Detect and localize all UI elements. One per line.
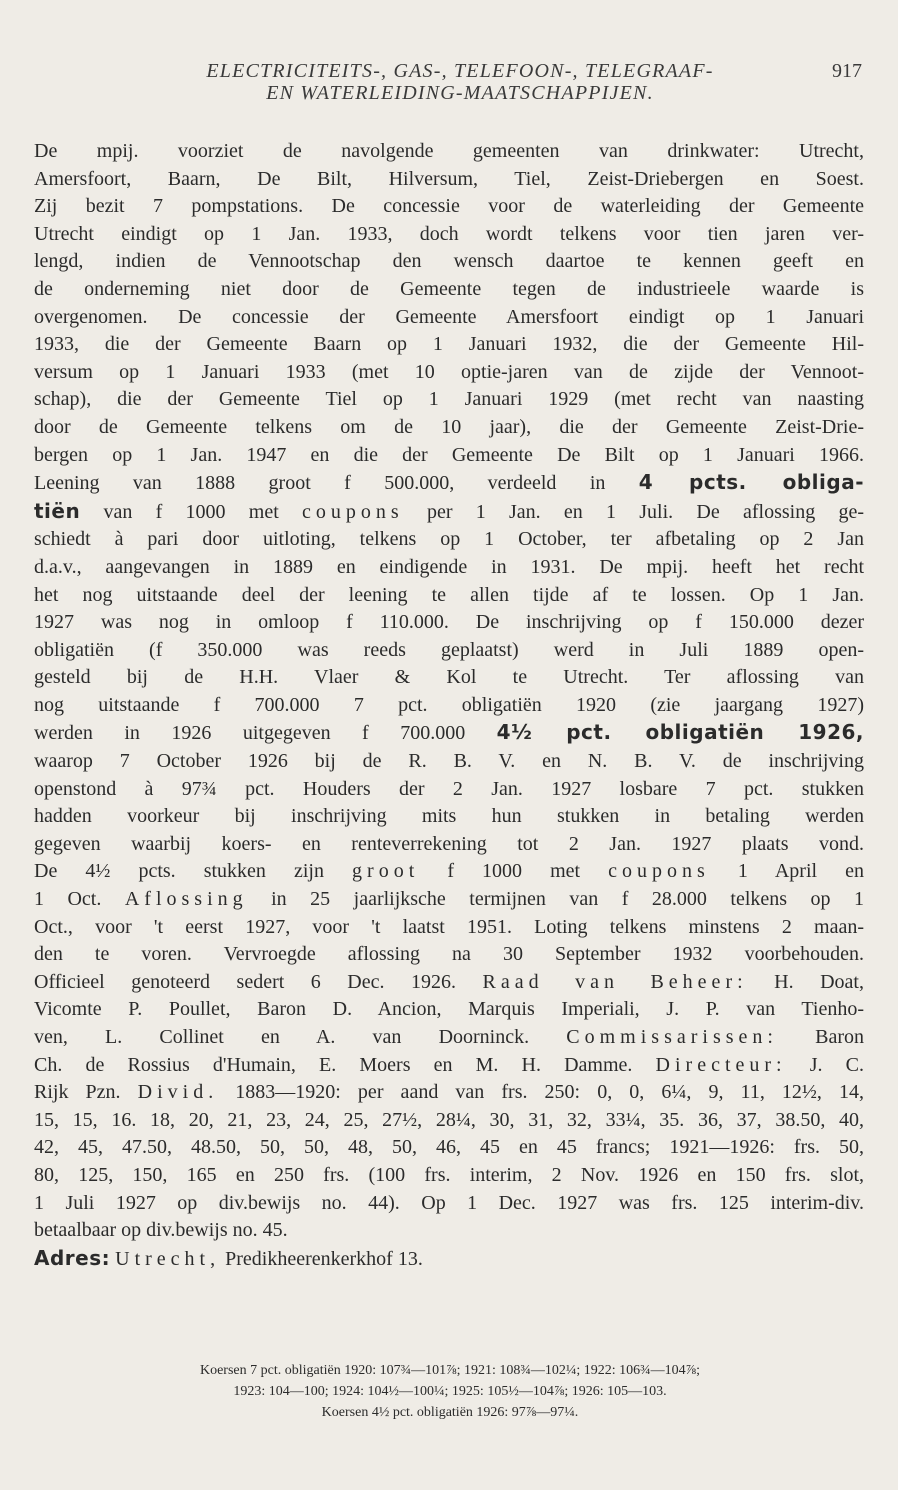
raad-line <box>34 969 864 997</box>
obligatien-1926-line <box>34 719 864 748</box>
adres-city: Utrecht, <box>115 1247 221 1270</box>
text-line: obligatiën (f 350.000 was reeds geplaatst) werd in Juli 1889 open- <box>34 638 864 661</box>
text-line: hadden voorkeur bij inschrijving mits hun stukken in betaling werden <box>34 805 864 828</box>
adres-line <box>34 1245 864 1274</box>
header-line-1: ELECTRICITEITS-, GAS-, TELEFOON-, TELEGRAAF- <box>206 60 714 82</box>
leening-line-1 <box>34 469 864 498</box>
text-line: Zij bezit 7 pompstations. De concessie voor de waterleiding der Gemeente <box>34 195 864 218</box>
spaced-term: Divid. <box>137 1081 219 1104</box>
text-line: Oct., voor 't eerst 1927, voor 't laatst 1951. Loting telkens minstens 2 maan- <box>34 915 864 938</box>
text-line: gegeven waarbij koers- en renteverrekening tot 2 Jan. 1927 plaats vond. <box>34 832 864 855</box>
running-header <box>60 60 860 104</box>
header-line-2: EN WATERLEIDING-MAATSCHAPPIJEN. <box>266 82 654 104</box>
dir-text: Ch. de Rossius d'Humain, E. Moers en M. H. Damme. <box>34 1053 656 1076</box>
spaced-term: Directeur: <box>655 1053 787 1076</box>
text-line: 15, 15, 16. 18, 20, 21, 23, 24, 25, 27½, 28¼, 30, 31, 32, 33¼, 35. 36, 37, 38.50, 40, <box>34 1108 864 1131</box>
spaced-term: Commissarissen: <box>566 1026 778 1048</box>
groot-text: 1 April en <box>709 860 864 883</box>
text-line: bergen op 1 Jan. 1947 en die der Gemeente De Bilt op 1 Januari 1966. <box>34 443 864 466</box>
comm-text: Baron <box>777 1026 864 1048</box>
groot-text: De 4½ pcts. stukken zijn <box>34 860 353 883</box>
text-line: 80, 125, 150, 165 en 250 frs. (100 frs. interim, 2 Nov. 1926 en 150 frs. slot, <box>34 1163 864 1186</box>
groot-text: f 1000 met <box>419 860 609 883</box>
aflossing-text: 1 Oct. <box>34 888 125 911</box>
text-line: versum op 1 Januari 1933 (met 10 optie-jaren van de zijde der Vennoot- <box>34 360 864 383</box>
text-line: den te voren. Vervroegde aflossing na 30 September 1932 voorbehouden. <box>34 943 864 966</box>
aflossing-text: in 25 jaarlijksche termijnen van f 28.000 telkens op 1 <box>247 888 864 911</box>
leening-text: Leening van 1888 groot f 500.000, verdeeld in <box>34 472 639 495</box>
groot-line <box>34 858 864 886</box>
text-line: het nog uitstaande deel der leening te allen tijde af te lossen. Op 1 Jan. <box>34 583 864 606</box>
footnote-line-2: 1923: 104—100; 1924: 104½—100¼; 1925: 105½—104⅞; 1926: 105—103. <box>233 1384 667 1399</box>
text-line: overgenomen. De concessie der Gemeente Amersfoort eindigt op 1 Januari <box>34 305 864 328</box>
text-line: waarop 7 October 1926 bij de R. B. V. en N. B. V. de inschrijving <box>34 750 864 773</box>
spaced-term: Aflossing <box>124 888 248 911</box>
raad-text: Officieel genoteerd sedert 6 Dec. 1926. <box>34 970 483 993</box>
raad-text: H. Doat, <box>747 970 864 993</box>
leening-text: van f 1000 met <box>80 500 303 523</box>
text-line: Vicomte P. Poullet, Baron D. Ancion, Marquis Imperiali, J. P. van Tienho- <box>34 998 864 1021</box>
text-line: betaalbaar op div.bewijs no. 45. <box>34 1219 288 1242</box>
leening-text: per 1 Jan. en 1 Juli. De aflossing ge- <box>403 500 865 523</box>
text-line: lengd, indien de Vennootschap den wensch daartoe te kennen geeft en <box>34 250 864 273</box>
divid-text: 1883—1920: per aand van frs. 250: 0, 0, 6¼, 9, 11, 12½, 14, <box>218 1081 864 1104</box>
footnote-line-3: Koersen 4½ pct. obligatiën 1926: 97⅞—97¼. <box>321 1405 579 1420</box>
text-line: 1 Juli 1927 op div.bewijs no. 44). Op 1 Dec. 1927 was frs. 125 interim-div. <box>34 1191 864 1214</box>
obligatien-text: werden in 1926 uitgegeven f 700.000 <box>34 722 497 745</box>
text-line: 1933, die der Gemeente Baarn op 1 Januari 1932, die der Gemeente Hil- <box>34 333 864 356</box>
commissarissen-line <box>34 1024 864 1052</box>
directeur-line <box>34 1052 864 1080</box>
footnote-line-1: Koersen 7 pct. obligatiën 1920: 107¾—101⅞; 1921: 108¾—102¼; 1922: 106¾—104⅞; <box>199 1363 701 1378</box>
text-line: schiedt à pari door uitloting, telkens op 1 October, ter afbetaling op 2 Jan <box>34 528 864 551</box>
spaced-term: Raad van Beheer: <box>482 970 748 993</box>
leening-bold: 4 pcts. obliga- <box>638 470 864 495</box>
adres-street: Predikheerenkerkhof 13. <box>220 1247 423 1270</box>
text-line: door de Gemeente telkens om de 10 jaar), die der Gemeente Zeist-Drie- <box>34 415 864 438</box>
text-line: De mpij. voorziet de navolgende gemeenten van drinkwater: Utrecht, <box>34 140 864 162</box>
spaced-term: coupons <box>302 500 404 523</box>
text-line: schap), die der Gemeente Tiel op 1 Januari 1929 (met recht van naasting <box>34 388 864 411</box>
dividend-line <box>34 1079 864 1107</box>
divid-text: Rijk Pzn. <box>34 1081 138 1104</box>
spaced-term: coupons <box>608 860 710 883</box>
text-line: d.a.v., aangevangen in 1889 en eindigende in 1931. De mpij. heeft het recht <box>34 555 864 578</box>
obligatien-bold: 4½ pct. obligatiën 1926, <box>496 720 864 745</box>
leening-line-2 <box>34 498 864 527</box>
adres-label: Adres: <box>34 1245 111 1270</box>
dir-text: J. C. <box>786 1053 865 1076</box>
aflossing-line <box>34 886 864 914</box>
koersen-footnote <box>60 1360 840 1423</box>
page-number: 917 <box>832 60 862 82</box>
text-line: Amersfoort, Baarn, De Bilt, Hilversum, Tiel, Zeist-Driebergen en Soest. <box>34 167 864 190</box>
text-line: nog uitstaande f 700.000 7 pct. obligatiën 1920 (zie jaargang 1927) <box>34 693 864 716</box>
text-line: gesteld bij de H.H. Vlaer & Kol te Utrecht. Ter aflossing van <box>34 666 864 689</box>
comm-text: ven, L. Collinet en A. van Doorninck. <box>34 1026 567 1048</box>
text-line: de onderneming niet door de Gemeente tegen de industrieele waarde is <box>34 277 864 300</box>
text-line: 1927 was nog in omloop f 110.000. De inschrijving op f 150.000 dezer <box>34 611 864 634</box>
text-line: 42, 45, 47.50, 48.50, 50, 50, 48, 50, 46, 45 en 45 francs; 1921—1926: frs. 50, <box>34 1136 864 1159</box>
spaced-term: groot <box>352 860 420 883</box>
text-line: openstond à 97¾ pct. Houders der 2 Jan. 1927 losbare 7 pct. stukken <box>34 777 864 800</box>
body-text <box>34 138 864 1273</box>
text-line: Utrecht eindigt op 1 Jan. 1933, doch wordt telkens voor tien jaren ver- <box>34 222 864 245</box>
leening-bold: tiën <box>34 498 81 523</box>
